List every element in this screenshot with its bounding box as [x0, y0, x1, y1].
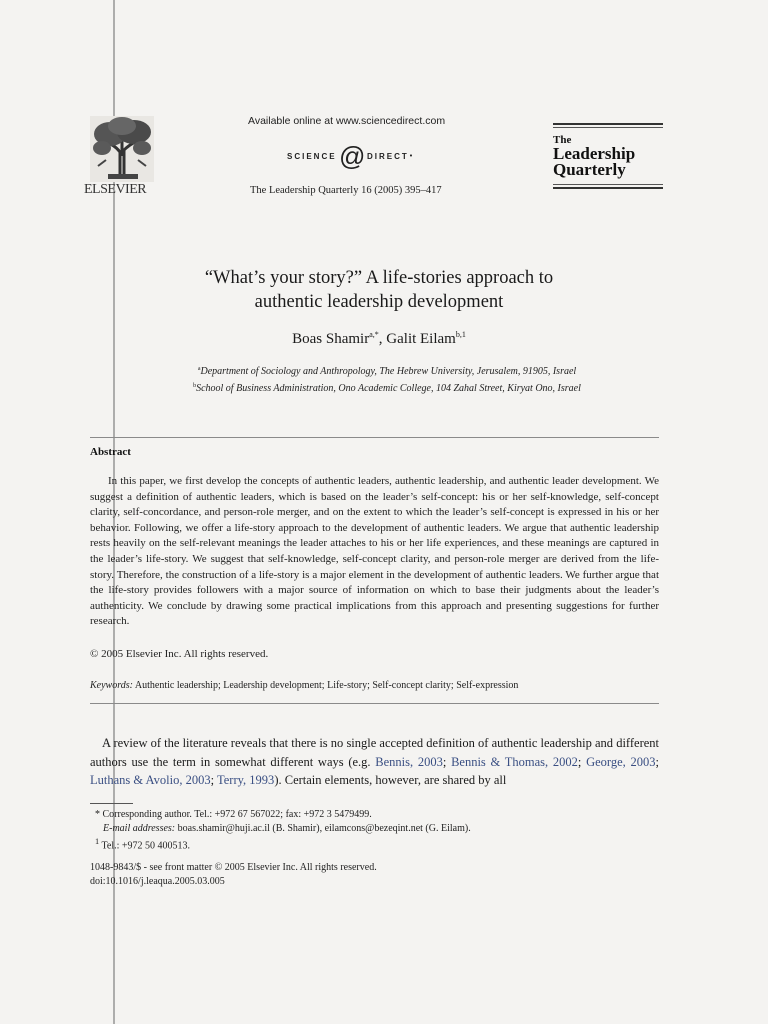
issn-line: 1048-9843/$ - see front matter © 2005 Elsevier Inc. All rights reserved. [90, 862, 377, 873]
sciencedirect-logo [287, 141, 415, 171]
affiliations [152, 362, 622, 396]
abstract-bottom-rule [90, 703, 659, 704]
title-line-2: authentic leadership development [254, 292, 504, 312]
journal-name-line1: Leadership [553, 144, 636, 163]
footnote-rule [90, 803, 133, 804]
footnote-mark: * [95, 809, 100, 820]
keywords [90, 680, 518, 691]
author-name: Boas Shamir [292, 331, 370, 347]
elsevier-tree-icon [90, 116, 154, 182]
author-name: Galit Eilam [386, 331, 456, 347]
doi-line[interactable]: doi:10.1016/j.leaqua.2005.03.005 [90, 876, 225, 887]
citation-link[interactable]: Luthans & Avolio, 2003 [90, 773, 211, 787]
citation-link[interactable]: Bennis & Thomas, 2002 [451, 754, 578, 769]
elsevier-logo [84, 116, 164, 200]
sd-at-icon: @ [338, 141, 365, 171]
article-title [90, 266, 668, 314]
sd-left-text: SCIENCE [287, 151, 337, 161]
footnote-corresponding: * Corresponding author. Tel.: +972 67 567022; fax: +972 3 5479499. [95, 809, 372, 820]
journal-masthead [553, 123, 663, 189]
front-matter [90, 861, 377, 889]
sd-dot-icon: • [409, 152, 415, 160]
email-label: E-mail addresses: [103, 822, 176, 834]
citation-link[interactable]: George, 2003 [586, 754, 656, 769]
footnote-mark: 1 [95, 837, 100, 846]
footnote-email [95, 822, 471, 836]
abstract-body [90, 474, 659, 630]
footnotes [95, 808, 471, 853]
body-paragraph: A review of the literature reveals that there is no single accepted definition of authentic leadership and different authors use the term in somewhat different ways (e.g. Bennis, 2003; Bennis & Thomas, 2002; George, 2003; Luthans & Avolio, 2003; Terry, 1993). Certain elements, however, are shared by all [90, 736, 659, 787]
keywords-text: Authentic leadership; Leadership development; Life-story; Self-concept clarity; Self-expression [134, 680, 519, 691]
affil-mark: b [193, 383, 197, 389]
abstract-heading: Abstract [90, 446, 131, 458]
author-list [90, 330, 668, 348]
affiliation-a: $^a$Department of Sociology and Anthropology, The Hebrew University, Jerusalem, 91905, Israel [197, 366, 577, 377]
masthead-rule [553, 187, 663, 189]
title-line-1: “What’s your story?” A life-stories approach to [204, 268, 554, 288]
affil-mark: a [197, 366, 201, 372]
affiliation-b: $^b$School of Business Administration, Ono Academic College, 104 Zahal Street, Kiryat Ono, Israel [193, 383, 581, 394]
sd-right-text: DIRECT [366, 151, 409, 161]
abstract-copyright: © 2005 Elsevier Inc. All rights reserved. [90, 648, 269, 660]
journal-name-the: The [553, 134, 572, 146]
masthead-rule [553, 184, 663, 185]
available-online-text: Available online at www.sciencedirect.com [248, 115, 446, 127]
journal-citation: The Leadership Quarterly 16 (2005) 395–417 [250, 185, 442, 196]
abstract-text: In this paper, we first develop the concepts of authentic leaders, authentic leadership, and authentic leader development. We suggest a definition of authentic leaders, which is based on the leader’s self-concept: his or her self-knowledge, self-concept clarity, self-concordance, and person-role merger, and on the extent to which the leader’s self-concept is expressed in his or her behavior. Following, we offer a life-story approach to the development of authentic leaders. We argue that authentic leadership rests heavily on the self-relevant meanings the leader attaches to his or her life experiences, and these meanings are captured in the leader’s life-story. We suggest that self-knowledge, self-concept clarity, and person-role merger are derived from the life-story. Therefore, the construction of a life-story is a major element in the development of authentic leaders. We further argue that the life-story provides followers with a major source of information on which to base their judgments about the leader’s authenticity. We conclude by drawing some practical implications from this approach and presenting suggestions for further research. [90, 475, 659, 628]
journal-name [553, 134, 663, 178]
journal-name-line2: Quarterly [553, 160, 626, 179]
elsevier-wordmark: ELSEVIER [84, 182, 147, 197]
abstract-top-rule [90, 437, 659, 438]
keywords-label: Keywords: [90, 680, 133, 691]
author-affil-mark[interactable]: b,1 [455, 330, 466, 339]
footnote-1: $^1$ Tel.: +972 50 400513. [95, 837, 191, 852]
citation-link[interactable]: Terry, 1993 [216, 773, 275, 787]
masthead-rule [553, 127, 663, 128]
author-separator: , [378, 331, 387, 347]
masthead-rule [553, 123, 663, 125]
email-addresses[interactable]: boas.shamir@huji.ac.il (B. Shamir), eilamcons@bezeqint.net (G. Eilam). [177, 822, 471, 834]
author-affil-mark[interactable]: a,* [369, 330, 379, 339]
citation-link[interactable]: Bennis, 2003 [375, 754, 443, 769]
